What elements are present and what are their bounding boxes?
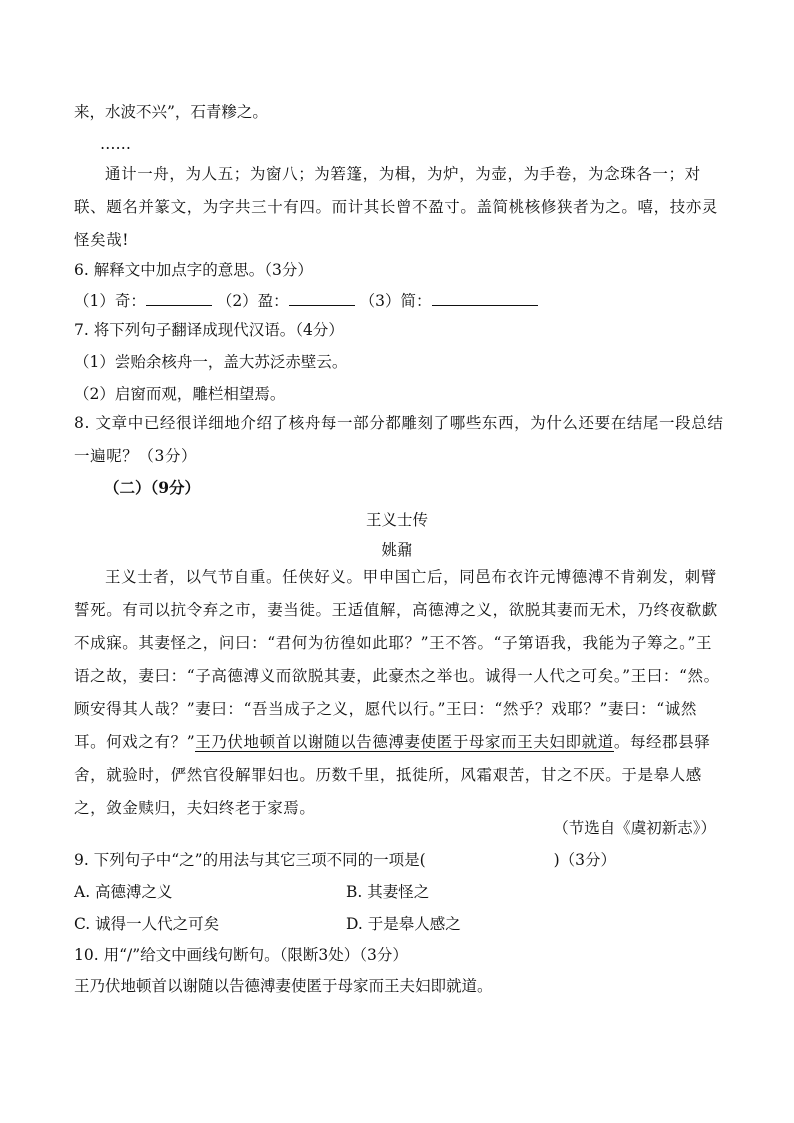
q9-prompt-close: )（3分） — [553, 851, 617, 869]
question-9-prompt — [74, 850, 734, 870]
q9-option-b: B. 其妻怪之 — [346, 883, 430, 901]
q6-item-3-label: （3）简： — [359, 292, 432, 310]
q9-option-d: D. 于是皋人感之 — [346, 915, 461, 933]
article-text-before: 王义士者，以气节自重。任侠好义。甲申国亡后，同邑布衣许元博德溥不肯剃发，刺臂誓死。有司以抗令弃之市，妻当徙。王适值解，高德溥之义，欲脱其妻而无术，乃终夜欷歔不成寐。其妻怪之，问曰：“君何为彷徨如此耶？”王不答。“子第语我，我能为子筹之。”王语之故，妻曰：“子高德溥义而欲脱其妻，此豪杰之举也。诚得一人代之可矣。”王曰：“然。顾安得其人哉？”妻曰：“吾当成子之义，愿代以行。”王曰：“然乎？戏耶？”妻曰：“诚然耳。何戏之有？” — [74, 568, 720, 751]
q6-answer-blank-1[interactable] — [146, 291, 212, 306]
question-10-prompt: 10. 用“/”给文中画线句断句。（限断3处）（3分） — [74, 946, 408, 964]
ellipsis: …… — [100, 135, 131, 153]
q9-option-c: C. 诚得一人代之可矣 — [74, 915, 220, 933]
article-text-after: 。每经郡县驿舍，就验时，俨然官役解罪妇也。历数千里，抵徙所，风霜艰苦，甘之不厌。于是皋人感之，敛金赎归，夫妇终老于家焉。 — [74, 733, 711, 817]
question-6-prompt: 6. 解释文中加点字的意思。（3分） — [74, 261, 313, 279]
question-7-prompt: 7. 将下列句子翻译成现代汉语。（4分） — [74, 321, 344, 339]
q6-answer-blank-3[interactable] — [432, 291, 538, 306]
question-6-items — [74, 291, 734, 311]
question-7-sentence-2: （2）启窗而观，雕栏相望焉。 — [74, 385, 286, 403]
article-source: （节选自《虞初新志》） — [553, 819, 716, 837]
article-body — [74, 561, 724, 825]
underlined-sentence: 王乃伏地顿首以谢随以告德溥妻使匿于母家而王夫妇即就道 — [195, 733, 614, 751]
passage-summary: 通计一舟，为人五；为窗八；为箬篷，为楫，为炉，为壶，为手卷，为念珠各一；对联、题名并篆文，为字共三十有四。而计其长曾不盈寸。盖简桃核修狭者为之。嘻，技亦灵怪矣哉! — [74, 165, 719, 249]
q6-item-1-label: （1）奇： — [74, 292, 146, 310]
question-8-prompt: 8. 文章中已经很详细地介绍了核舟每一部分都雕刻了哪些东西，为什么还要在结尾一段总结一遍呢？（3分） — [74, 414, 724, 465]
q6-answer-blank-2[interactable] — [289, 291, 355, 306]
passage-line: 来，水波不兴”，石青糁之。 — [74, 103, 268, 121]
question-7-sentence-1: （1）尝贻余核舟一，盖大苏泛赤壁云。 — [74, 353, 348, 371]
article-author: 姚鼐 — [381, 541, 413, 559]
q6-item-2-label: （2）盈： — [216, 292, 289, 310]
q9-prompt-text: 9. 下列句子中“之”的用法与其它三项不同的一项是( — [74, 851, 426, 869]
question-10-sentence: 王乃伏地顿首以谢随以告德溥妻使匿于母家而王夫妇即就道。 — [74, 977, 493, 995]
section-2-heading: （二）（9分） — [104, 478, 201, 497]
q9-option-a: A. 高德溥之义 — [74, 883, 173, 901]
article-title: 王义士传 — [365, 511, 428, 529]
